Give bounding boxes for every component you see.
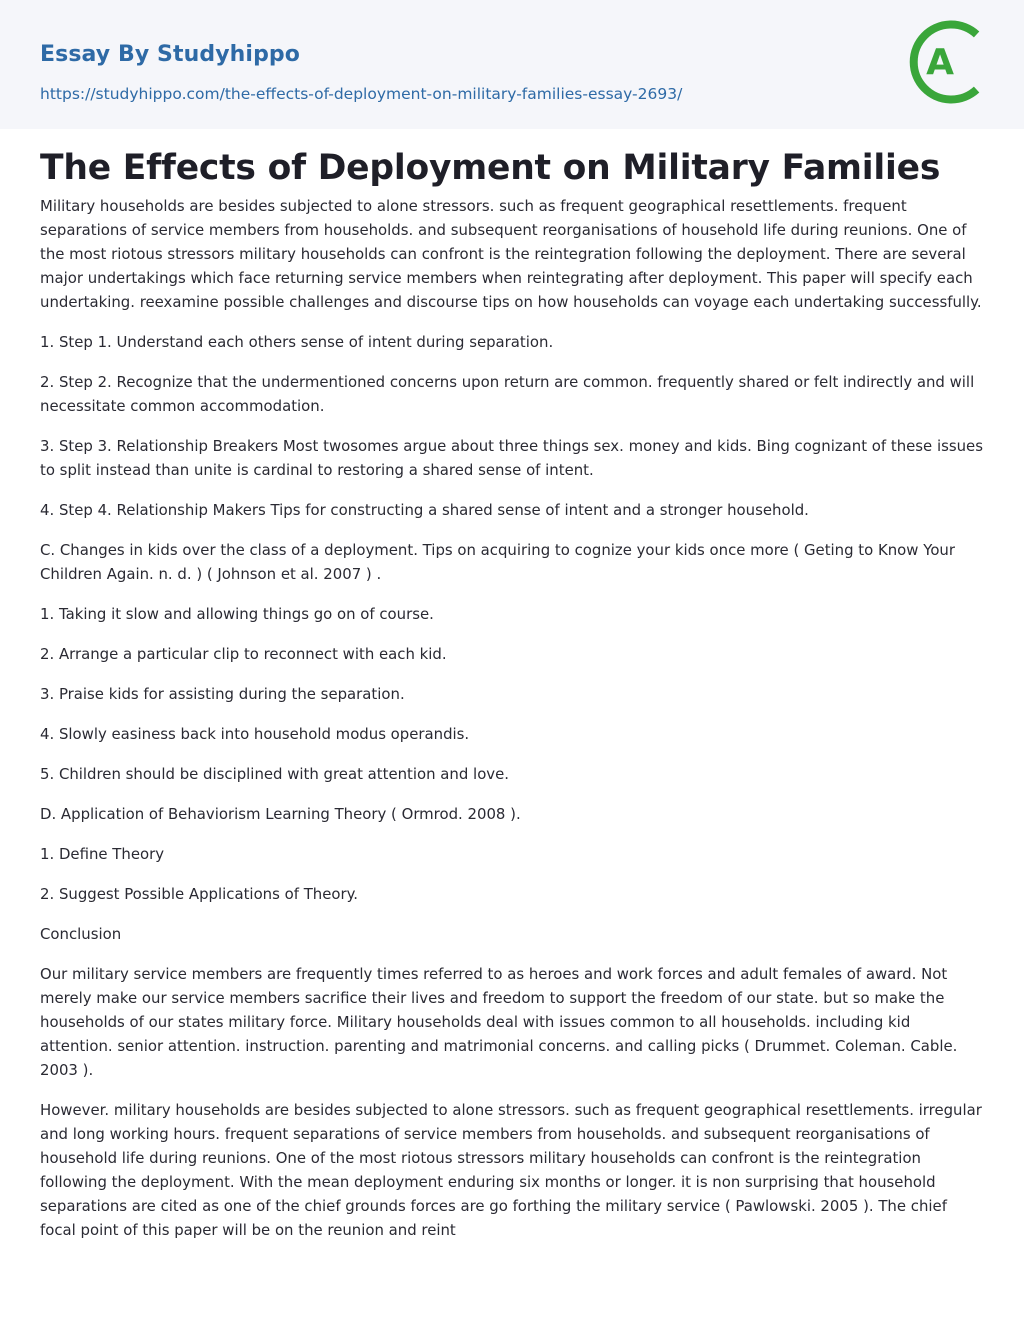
essay-paragraph: 2. Arrange a particular clip to reconnect with each kid. [40, 645, 447, 663]
essay-paragraph: 1. Define Theory [40, 845, 165, 863]
essay-paragraph: 4. Slowly easiness back into household modus operandis. [40, 725, 470, 743]
essay-section-heading: Conclusion [40, 925, 122, 943]
essay-paragraph: 3. Praise kids for assisting during the separation. [40, 685, 405, 703]
essay-body [40, 194, 986, 1258]
essay-paragraph: C. Changes in kids over the class of a deployment. Tips on acquiring to cognize your kids once more ( Geting to Know Your Children Again. n. d. ) ( Johnson et al. 2007 ) . [40, 541, 955, 583]
logo-letter: A [926, 42, 954, 83]
essay-paragraph: 3. Step 3. Relationship Breakers Most twosomes argue about three things sex. money and kids. Bing cognizant of these issues to split instead than unite is cardinal to restoring a shared sense of intent. [40, 437, 983, 479]
essay-paragraph: However. military households are besides subjected to alone stressors. such as frequent geographical resettlements. irregular and long working hours. frequent separations of service members from households. and subsequent reorganisations of household life during reunions. One of the most riotous stressors military households can confront is the reintegration following the deployment. With the mean deployment enduring six months or longer. it is non surprising that household separations are cited as one of the chief grounds forces are go forthing the military service ( Pawlowski. 2005 ). The chief focal point of this paper will be on the reunion and reint [40, 1101, 982, 1239]
essay-paragraph: 1. Taking it slow and allowing things go on of course. [40, 605, 434, 623]
essay-paragraph: 5. Children should be disciplined with great attention and love. [40, 765, 510, 783]
essay-paragraph: Our military service members are frequently times referred to as heroes and work forces and adult females of award. Not merely make our service members sacrifice their lives and freedom to support the freedom of our state. but so make the households of our states military force. Military households deal with issues common to all households. including kid attention. senior attention. instruction. parenting and matrimonial concerns. and calling picks ( Drummet. Coleman. Cable. 2003 ). [40, 965, 958, 1079]
site-brand[interactable]: Essay By Studyhippo [40, 42, 300, 67]
essay-paragraph: 2. Suggest Possible Applications of Theory. [40, 885, 359, 903]
essay-title: The Effects of Deployment on Military Families [40, 148, 941, 188]
essay-paragraph: 2. Step 2. Recognize that the undermentioned concerns upon return are common. frequently shared or felt indirectly and will necessitate common accommodation. [40, 373, 975, 415]
essay-paragraph: 4. Step 4. Relationship Makers Tips for constructing a shared sense of intent and a stronger household. [40, 501, 809, 519]
essay-paragraph: Military households are besides subjected to alone stressors. such as frequent geographical resettlements. frequent separations of service members from households. and subsequent reorganisations of household life during reunions. One of the most riotous stressors military households can confront is the reintegration following the deployment. There are several major undertakings which face returning service members when reintegrating after deployment. This paper will specify each undertaking. reexamine possible challenges and discourse tips on how households can voyage each undertaking successfully. [40, 197, 982, 311]
essay-url-link[interactable]: https://studyhippo.com/the-effects-of-deployment-on-military-families-essay-2693/ [40, 85, 683, 103]
essay-paragraph: D. Application of Behaviorism Learning Theory ( Ormrod. 2008 ). [40, 805, 521, 823]
essay-paragraph: 1. Step 1. Understand each others sense of intent during separation. [40, 333, 554, 351]
